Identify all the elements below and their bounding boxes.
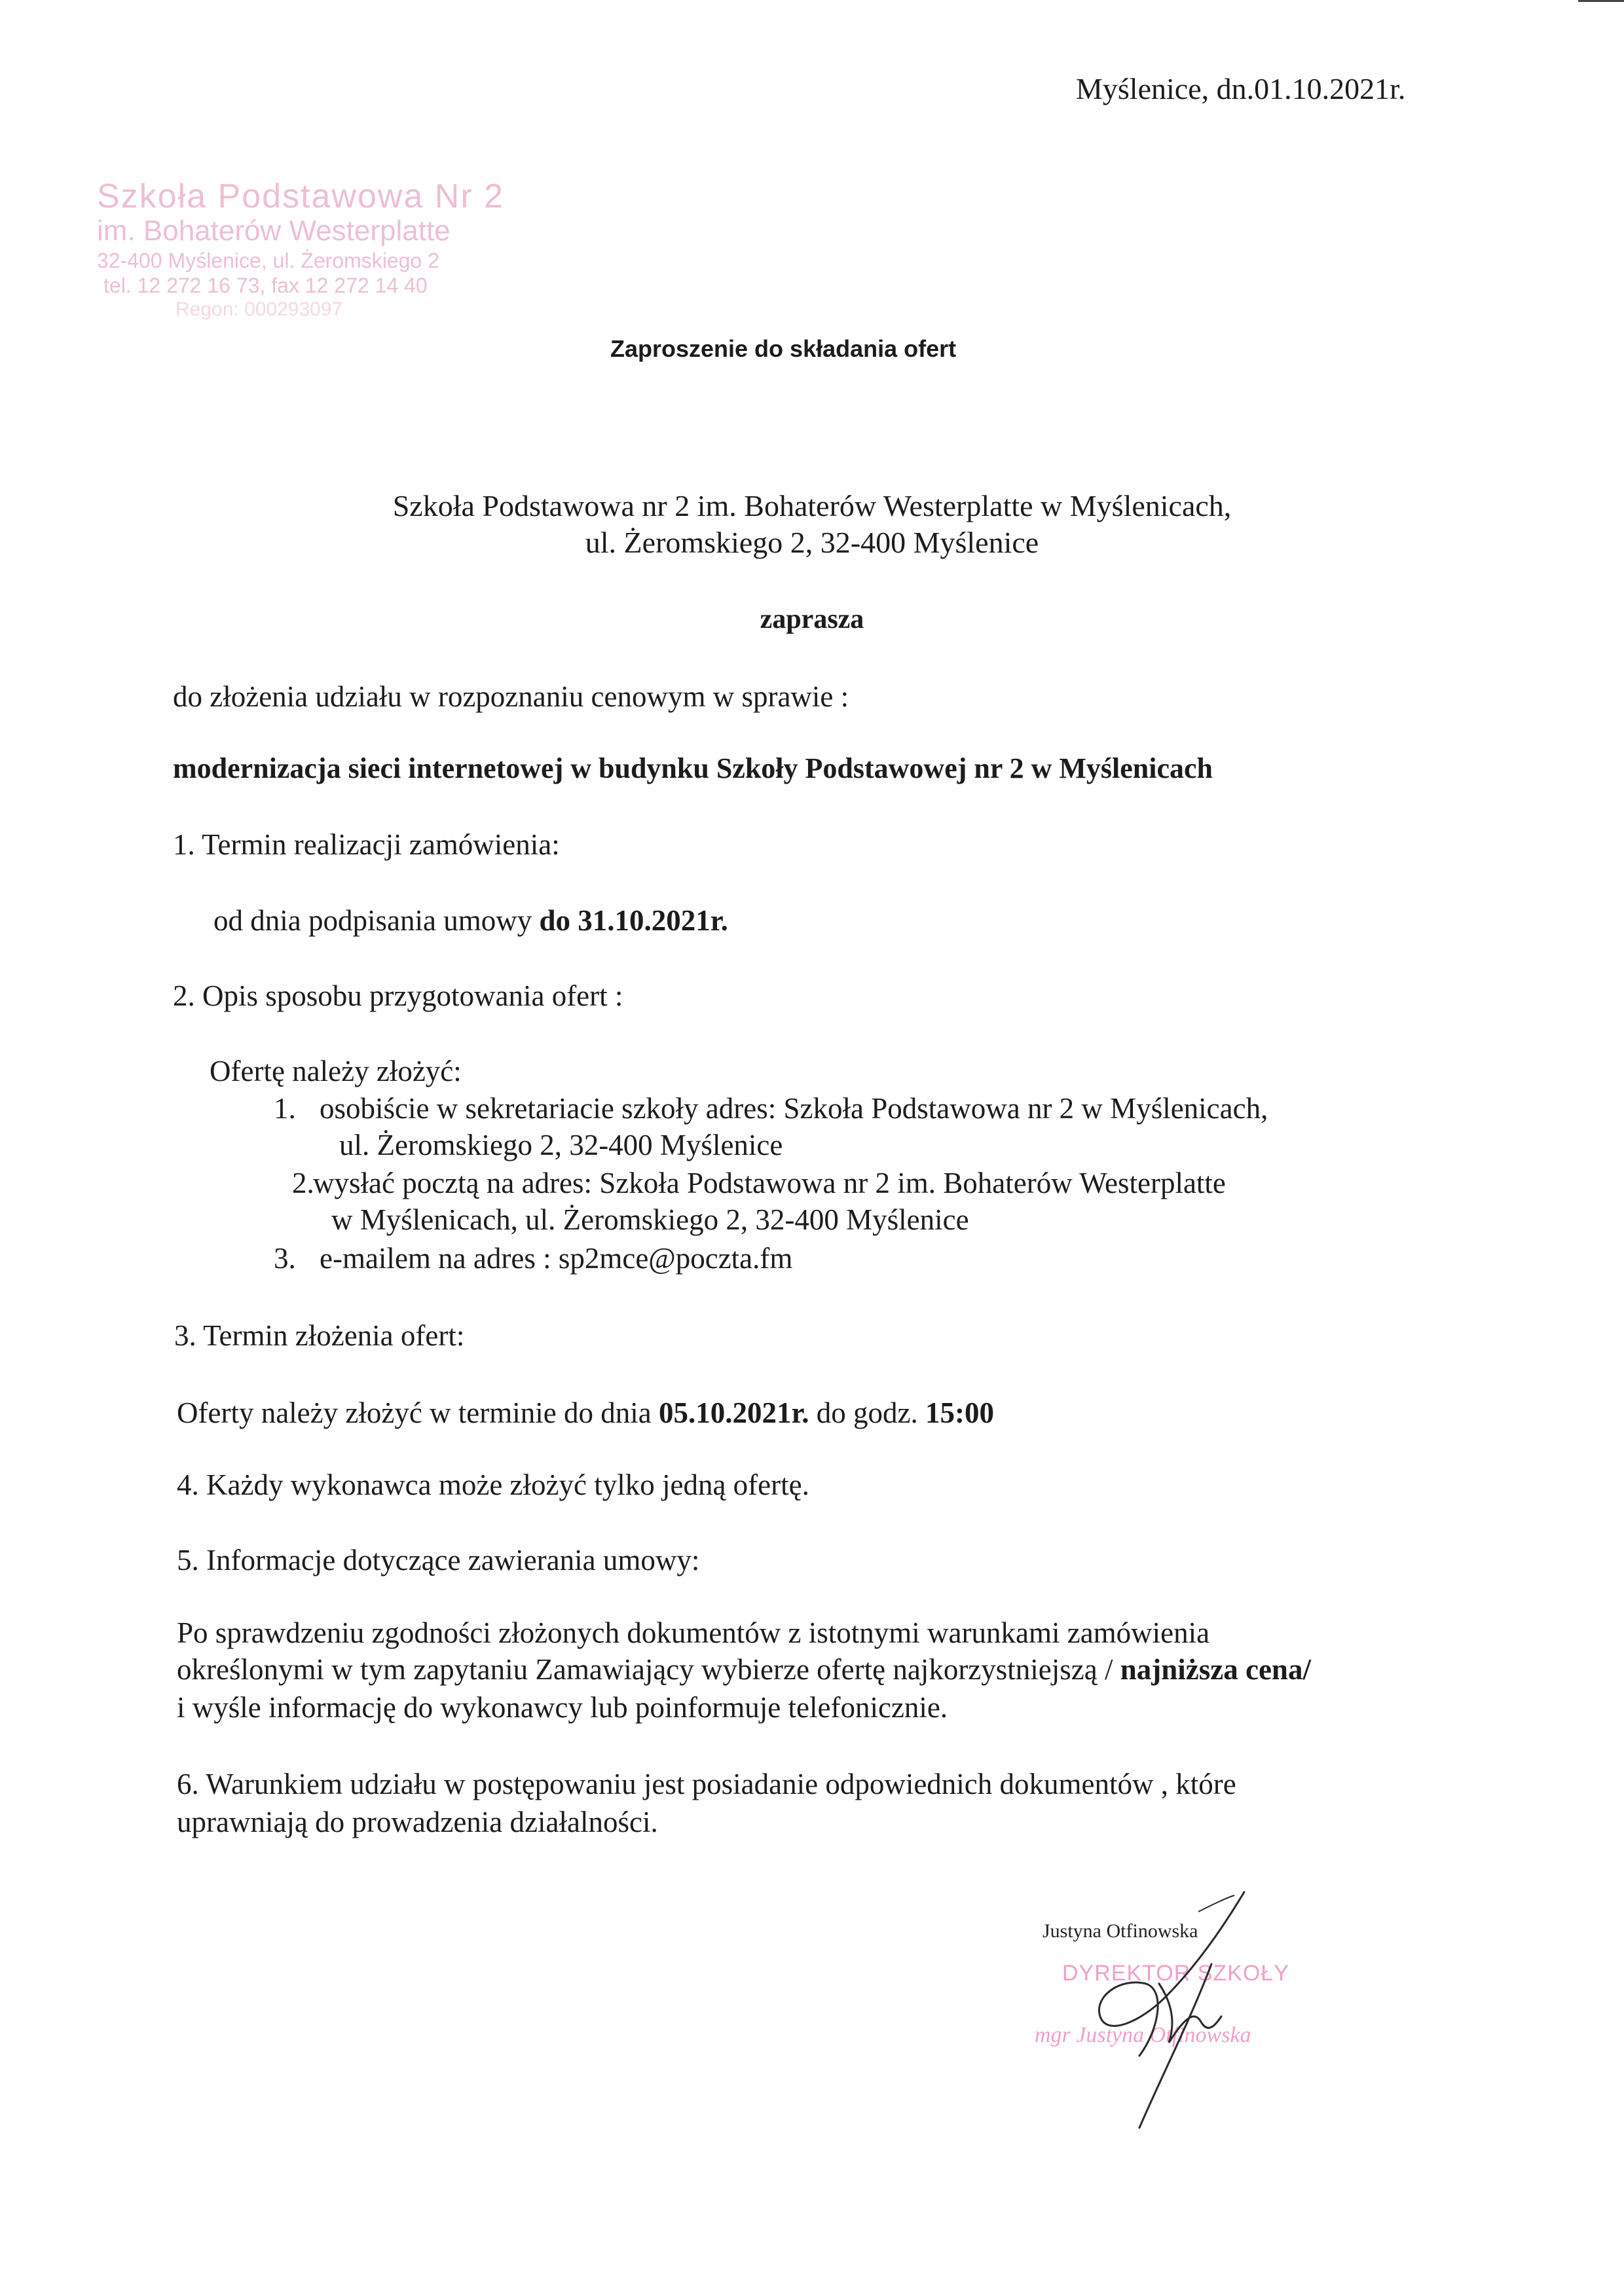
section3-text-b: do godz.: [809, 1396, 926, 1429]
section1-from: od dnia podpisania umowy: [213, 904, 540, 937]
section2-item-1-line1: osobiście w sekretariacie szkoły adres: Szkoła Podstawowa nr 2 w Myślenicach,: [320, 1092, 1268, 1125]
section1-heading: 1. Termin realizacji zamówienia:: [173, 828, 560, 861]
director-stamp-title: DYREKTOR SZKOŁY: [1062, 1961, 1289, 1986]
stamp-line-1: Szkoła Podstawowa Nr 2: [97, 177, 505, 215]
section1-text: [213, 902, 728, 939]
section2-item-2-num: 2.: [292, 1167, 314, 1199]
section3-time: 15:00: [925, 1396, 995, 1429]
section5-line2: [177, 1651, 1311, 1688]
section2-item-3-num: 3.: [274, 1242, 296, 1275]
section5-lowest-price: najniższa cena/: [1120, 1653, 1311, 1686]
section2-item-2-line1: wysłać pocztą na adres: Szkoła Podstawowa nr 2 im. Bohaterów Westerplatte: [313, 1167, 1226, 1199]
scan-edge-mark: [1578, 0, 1624, 2]
handwritten-signature: [1061, 1886, 1270, 2134]
signatory-name: Justyna Otfinowska: [1043, 1920, 1198, 1942]
section3-date: 05.10.2021r.: [658, 1396, 809, 1429]
section5-line2a: określonymi w tym zapytaniu Zamawiający wybierze ofertę najkorzystniejszą /: [177, 1653, 1120, 1686]
stamp-line-5: Regon: 000293097: [175, 299, 343, 320]
school-address: ul. Żeromskiego 2, 32-400 Myślenice: [585, 526, 1039, 559]
section5-line3: i wyśle informację do wykonawcy lub poinformuje telefonicznie.: [177, 1691, 948, 1724]
section2-item-1-line2: ul. Żeromskiego 2, 32-400 Myślenice: [339, 1129, 783, 1161]
intro-text: do złożenia udziału w rozpoznaniu cenowym w sprawie :: [173, 680, 849, 713]
subject-text: modernizacja sieci internetowej w budynku Szkoły Podstawowej nr 2 w Myślenicach: [173, 752, 1213, 784]
invites-word: zaprasza: [760, 604, 864, 634]
stamp-line-4: tel. 12 272 16 73, fax 12 272 14 40: [103, 274, 428, 297]
section2-heading: 2. Opis sposobu przygotowania ofert :: [173, 979, 623, 1012]
school-name: Szkoła Podstawowa nr 2 im. Bohaterów Westerplatte w Myślenicach,: [392, 489, 1232, 522]
document-title: Zaproszenie do składania ofert: [610, 335, 957, 362]
place-date: Myślenice, dn.01.10.2021r.: [1076, 72, 1406, 105]
section2-item-3-line1: e-mailem na adres : sp2mce@poczta.fm: [320, 1242, 793, 1275]
section3-heading: 3. Termin złożenia ofert:: [174, 1319, 465, 1352]
section2-item-2-line2: w Myślenicach, ul. Żeromskiego 2, 32-400 Myślenice: [331, 1203, 969, 1236]
section6-line2: uprawniają do prowadzenia działalności.: [177, 1806, 658, 1838]
stamp-line-2: im. Bohaterów Westerplatte: [97, 215, 451, 247]
section5-heading: 5. Informacje dotyczące zawierania umowy:: [177, 1544, 700, 1576]
director-stamp-name: mgr Justyna Otfinowska: [1035, 2023, 1251, 2047]
section5-line1: Po sprawdzeniu zgodności złożonych dokumentów z istotnymi warunkami zamówienia: [177, 1616, 1210, 1649]
section2-lead: Ofertę należy złożyć:: [210, 1055, 462, 1087]
section1-deadline: do 31.10.2021r.: [539, 904, 728, 937]
section3-text: [177, 1394, 994, 1431]
section3-text-a: Oferty należy złożyć w terminie do dnia: [177, 1396, 659, 1429]
section2-item-1-num: 1.: [274, 1092, 296, 1125]
stamp-line-3: 32-400 Myślenice, ul. Żeromskiego 2: [97, 249, 439, 272]
section4-text: 4. Każdy wykonawca może złożyć tylko jedną ofertę.: [177, 1468, 809, 1501]
section6-line1: 6. Warunkiem udziału w postępowaniu jest posiadanie odpowiednich dokumentów , które: [177, 1768, 1236, 1800]
